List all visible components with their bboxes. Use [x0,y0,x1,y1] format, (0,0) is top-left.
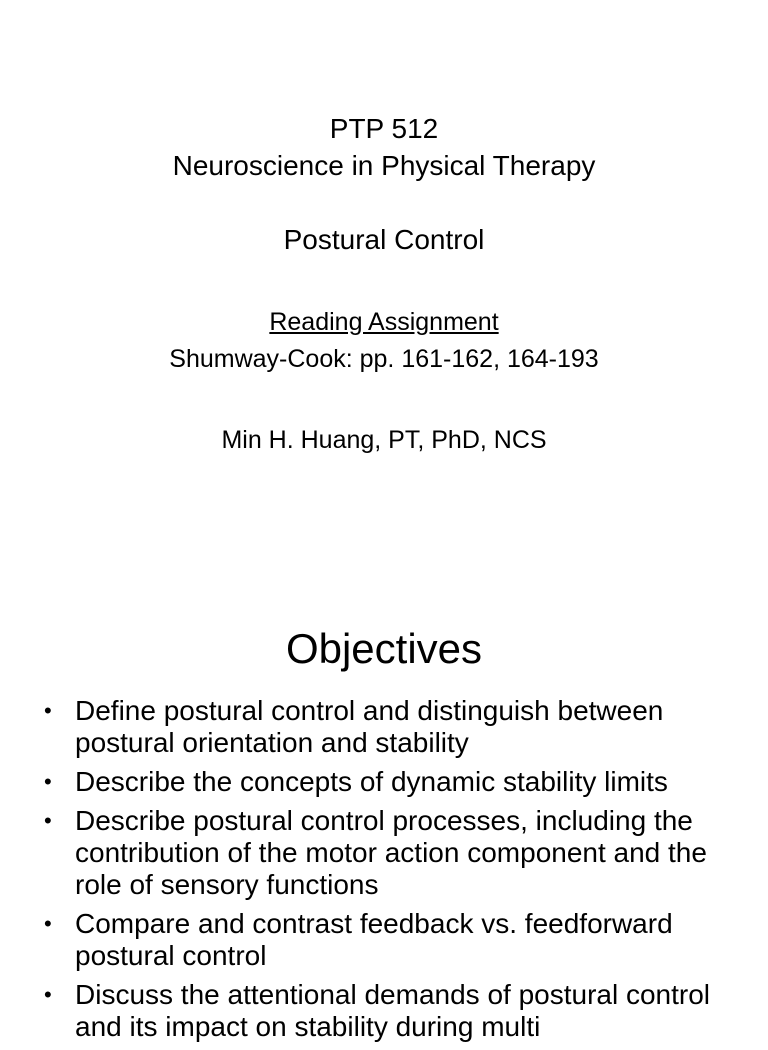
bullet-dot-icon: • [44,808,52,833]
bullet-dot-icon: • [44,769,52,794]
objective-text: Compare and contrast feedback vs. feedforward postural control [75,908,673,971]
objectives-title: Objectives [285,625,483,672]
objectives-list [0,695,768,1050]
reading-assignment-detail: Shumway-Cook: pp. 161-162, 164-193 [169,345,599,373]
lecture-topic: Postural Control [283,224,485,255]
objective-text: Discuss the attentional demands of postural control and its impact on stability during multi [75,979,711,1042]
objective-item [0,695,768,759]
bullet-dot-icon: • [44,911,52,936]
objective-text: Define postural control and distinguish between postural orientation and stability [75,695,664,758]
bullet-dot-icon: • [44,698,52,723]
reading-assignment-heading: Reading Assignment [269,308,499,336]
objective-item [0,766,768,798]
course-title: Neuroscience in Physical Therapy [172,150,596,181]
course-code: PTP 512 [329,113,439,144]
author-credit: Min H. Huang, PT, PhD, NCS [221,426,547,454]
objective-item [0,908,768,972]
objective-text: Describe postural control processes, including the contribution of the motor action component and the role of sensory functions [75,805,707,900]
bullet-dot-icon: • [44,982,52,1007]
objective-item [0,805,768,901]
objectives-slide [0,576,768,1042]
objective-item [0,979,768,1043]
objective-text: Describe the concepts of dynamic stability limits [75,766,668,797]
